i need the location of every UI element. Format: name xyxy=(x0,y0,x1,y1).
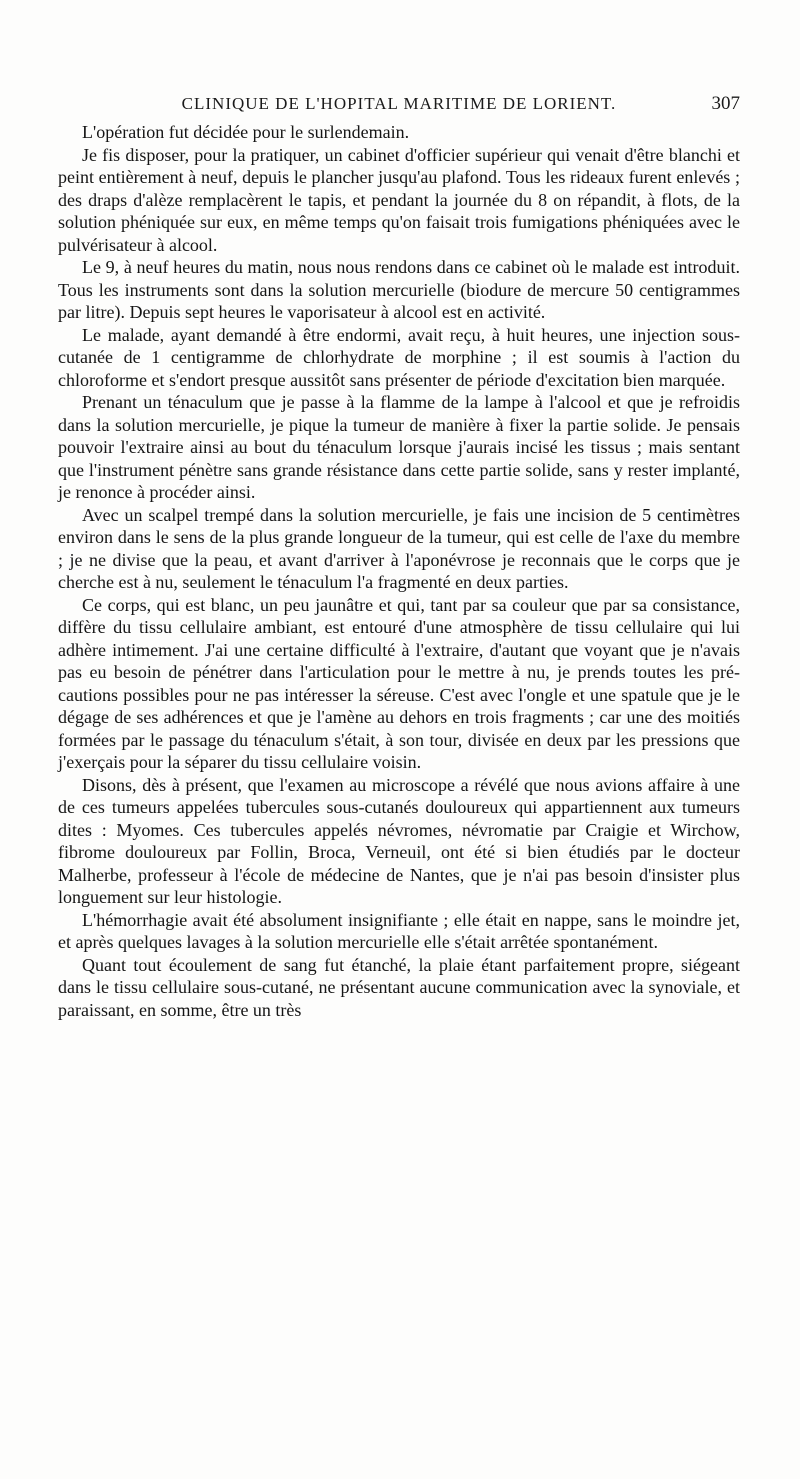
paragraph: Le malade, ayant demandé à être endormi, avait reçu, à huit heures, une injection sous-cutanée de 1 centigramme de chlorhydrate de morphine ; il est soumis à l'action du chloroforme et s'endort presque aussitôt sans présenter de période d'excitation bien marquée. xyxy=(58,324,740,390)
paragraph: Avec un scalpel trempé dans la solution mercurielle, je fais une incision de 5 centimètres environ dans le sens de la plus grande longueur de la tumeur, qui est celle de l'axe du membre ; je ne divise que la peau, et avant d'arriver à l'aponévrose je reconnais que le corps que je cherche est à nu, seulement le ténaculum l'a fragmenté en deux parties. xyxy=(58,504,740,592)
running-title: CLINIQUE DE L'HOPITAL MARITIME DE LORIENT. xyxy=(181,94,617,113)
paragraph: L'opération fut décidée pour le surlendemain. xyxy=(82,122,410,142)
page-header xyxy=(58,90,740,118)
paragraph: Disons, dès à présent, que l'examen au microscope a révélé que nous avions affaire à une de ces tumeurs appelées tubercules sous-cutanés douloureux qui appartiennent aux tumeurs dites : Myomes. Ces tubercules appelés névromes, névromatie par Craigie et Wirchow, fibrome douloureux par Follin, Broca, Verneuil, ont été si bien étudiés par le docteur Malherbe, professeur à l'école de médecine de Nantes, que je n'ai pas besoin d'insister plus longuement sur leur histologie. xyxy=(58,774,740,907)
paragraph: Prenant un ténaculum que je passe à la flamme de la lampe à l'alcool et que je refroidis dans la solution mercurielle, je pique la tumeur de manière à fixer la partie solide. Je pensais pouvoir l'extraire ainsi au bout du ténaculum lorsque j'aurais incisé les tissus ; mais sentant que l'instrument pénètre sans grande résistance dans cette partie solide, sans y rester implanté, je renonce à procéder ainsi. xyxy=(58,392,740,502)
page-number: 307 xyxy=(711,93,740,114)
body-text xyxy=(58,121,740,1021)
paragraph: L'hémorrhagie avait été absolument insignifiante ; elle était en nappe, sans le moindre jet, et après quelques lavages à la solution mercurielle elle s'était arrêtée spontanément. xyxy=(58,909,740,952)
paragraph: Ce corps, qui est blanc, un peu jaunâtre et qui, tant par sa couleur que par sa consistance, diffère du tissu cellulaire ambiant, est entouré d'une atmosphère de tissu cellulaire qui lui adhère intimement. J'ai une certaine difficulté à l'extraire, d'autant que voyant que je n'avais pas eu besoin de pénétrer dans l'articulation pour le mettre à nu, je prends toutes les précautions possibles pour ne pas intéresser la séreuse. C'est avec l'ongle et une spatule que je le dégage de ses adhérences et que je l'amène au dehors en trois fragments ; car une des moitiés formées par le passage du ténaculum s'était, à son tour, divisée en deux par les pressions que j'exerçais pour la séparer du tissu cellulaire voisin. xyxy=(58,594,740,772)
paragraph: Le 9, à neuf heures du matin, nous nous rendons dans ce cabinet où le malade est introduit. Tous les instruments sont dans la solution mercurielle (biodure de mercure 50 centigrammes par litre). Depuis sept heures le vaporisateur à alcool est en activité. xyxy=(58,257,740,322)
paragraph: Quant tout écoulement de sang fut étanché, la plaie étant parfaitement propre, siégeant dans le tissu cellulaire sous-cutané, ne présentant aucune communication avec la synoviale, et paraissant, en somme, être un très xyxy=(58,954,740,1020)
paragraph: Je fis disposer, pour la pratiquer, un cabinet d'officier supérieur qui venait d'être blanchi et peint entièrement à neuf, depuis le plancher jusqu'au plafond. Tous les rideaux furent enlevés ; des draps d'alèze remplacèrent le tapis, et pendant la journée du 8 on répandit, à flots, de la solution phéniquée sur eux, en même temps qu'on faisait trois fumigations phéniquées avec le pulvérisateur à alcool. xyxy=(58,144,740,255)
